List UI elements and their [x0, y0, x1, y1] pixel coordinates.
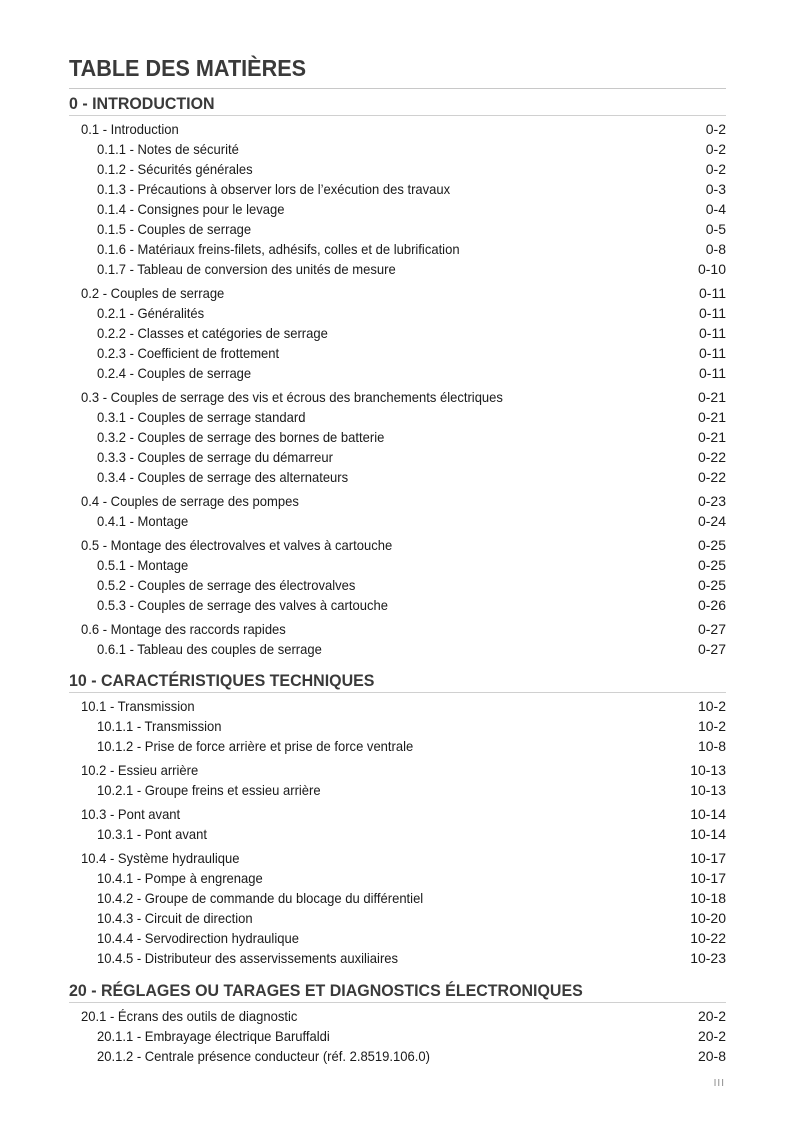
toc-subentry[interactable]	[0, 868, 726, 888]
entry-title: 20.1.2 - Centrale présence conducteur (réf. 2.8519.106.0)	[97, 1048, 430, 1064]
entry-page-ref: 0-4	[705, 201, 726, 217]
toc-subentry[interactable]	[0, 179, 726, 199]
toc-subentry[interactable]	[0, 239, 726, 259]
entry-title: 20.1 - Écrans des outils de diagnostic	[81, 1008, 298, 1024]
entry-page-ref: 0-21	[697, 429, 726, 445]
entry-page-ref: 10-17	[690, 850, 726, 866]
toc-entry[interactable]	[0, 619, 726, 639]
toc-entry[interactable]	[0, 1006, 726, 1026]
entry-title: 10.3.1 - Pont avant	[97, 826, 208, 842]
entry-page-ref: 0-22	[697, 469, 726, 485]
entry-title: 0.6 - Montage des raccords rapides	[81, 621, 286, 637]
entry-title: 0.3.2 - Couples de serrage des bornes de batterie	[97, 429, 385, 445]
entry-page-ref: 0-2	[705, 161, 726, 177]
toc-subentry[interactable]	[0, 888, 726, 908]
entry-page-ref: 10-13	[690, 782, 726, 798]
entry-page-ref: 0-24	[697, 513, 726, 529]
entry-page-ref: 0-11	[699, 325, 726, 341]
toc-subentry[interactable]	[0, 736, 726, 756]
entry-page-ref: 10-2	[697, 698, 726, 714]
entry-title: 10.4.4 - Servodirection hydraulique	[97, 930, 299, 946]
entry-title: 10.4.2 - Groupe de commande du blocage du différentiel	[97, 890, 424, 906]
toc-subentry[interactable]	[0, 199, 726, 219]
entry-page-ref: 20-8	[697, 1048, 726, 1064]
toc-entry[interactable]	[0, 804, 726, 824]
entry-page-ref: 0-25	[697, 537, 726, 553]
title-divider	[69, 88, 726, 89]
entry-page-ref: 0-21	[697, 409, 726, 425]
entry-title: 0.2.4 - Couples de serrage	[97, 365, 252, 381]
entry-page-ref: 0-11	[699, 345, 726, 361]
entry-title: 0.3.1 - Couples de serrage standard	[97, 409, 306, 425]
entry-title: 0.5 - Montage des électrovalves et valves à cartouche	[81, 537, 393, 553]
toc-subentry[interactable]	[0, 1026, 726, 1046]
toc-subentry[interactable]	[0, 259, 726, 279]
entry-title: 0.5.3 - Couples de serrage des valves à cartouche	[97, 597, 388, 613]
entry-page-ref: 10-20	[690, 910, 726, 926]
entry-page-ref: 0-27	[697, 621, 726, 637]
toc-subentry[interactable]	[0, 139, 726, 159]
section-divider	[69, 115, 726, 116]
toc-subentry[interactable]	[0, 219, 726, 239]
entry-page-ref: 0-2	[705, 141, 726, 157]
entry-title: 0.1.1 - Notes de sécurité	[97, 141, 239, 157]
entry-title: 10.3 - Pont avant	[81, 806, 181, 822]
toc-entry[interactable]	[0, 283, 726, 303]
entry-title: 20.1.1 - Embrayage électrique Baruffaldi	[97, 1028, 330, 1044]
entry-page-ref: 0-23	[697, 493, 726, 509]
entry-page-ref: 10-14	[690, 826, 726, 842]
entry-page-ref: 20-2	[697, 1028, 726, 1044]
entry-title: 0.3.3 - Couples de serrage du démarreur	[97, 449, 333, 465]
entry-title: 10.4.1 - Pompe à engrenage	[97, 870, 263, 886]
entry-page-ref: 10-18	[690, 890, 726, 906]
entry-title: 0.2.2 - Classes et catégories de serrage	[97, 325, 328, 341]
toc-subentry[interactable]	[0, 1046, 726, 1066]
entry-page-ref: 0-3	[705, 181, 726, 197]
entry-title: 10.1 - Transmission	[81, 698, 195, 714]
section-heading: 10 - CARACTÉRISTIQUES TECHNIQUES	[69, 671, 375, 690]
entry-title: 0.1.4 - Consignes pour le levage	[97, 201, 285, 217]
entry-title: 0.2.3 - Coefficient de frottement	[97, 345, 280, 361]
entry-title: 0.5.1 - Montage	[97, 557, 189, 573]
entry-page-ref: 0-2	[705, 121, 726, 137]
toc-subentry[interactable]	[0, 595, 726, 615]
section-divider	[69, 1002, 726, 1003]
toc-subentry[interactable]	[0, 159, 726, 179]
entry-title: 0.2.1 - Généralités	[97, 305, 205, 321]
entry-title: 0.1.6 - Matériaux freins-filets, adhésifs, colles et de lubrification	[97, 241, 460, 257]
entry-page-ref: 10-23	[690, 950, 726, 966]
toc-subentry[interactable]	[0, 427, 726, 447]
section-heading: 20 - RÉGLAGES OU TARAGES ET DIAGNOSTICS ÉLECTRONIQUES	[69, 981, 583, 1000]
entry-title: 0.2 - Couples de serrage	[81, 285, 225, 301]
toc-subentry[interactable]	[0, 303, 726, 323]
toc-entry[interactable]	[0, 760, 726, 780]
toc-entry[interactable]	[0, 491, 726, 511]
toc-subentry[interactable]	[0, 343, 726, 363]
entry-title: 0.4.1 - Montage	[97, 513, 189, 529]
section-divider	[69, 692, 726, 693]
entry-title: 0.3 - Couples de serrage des vis et écrous des branchements électriques	[81, 389, 503, 405]
entry-page-ref: 0-25	[697, 577, 726, 593]
entry-title: 10.4 - Système hydraulique	[81, 850, 240, 866]
toc-subentry[interactable]	[0, 447, 726, 467]
entry-title: 0.3.4 - Couples de serrage des alternateurs	[97, 469, 349, 485]
entry-title: 0.5.2 - Couples de serrage des électrovalves	[97, 577, 356, 593]
entry-title: 0.1.2 - Sécurités générales	[97, 161, 253, 177]
toc-subentry[interactable]	[0, 780, 726, 800]
toc-subentry[interactable]	[0, 908, 726, 928]
entry-page-ref: 0-11	[699, 305, 726, 321]
toc-subentry[interactable]	[0, 824, 726, 844]
toc-subentry[interactable]	[0, 928, 726, 948]
entry-page-ref: 10-17	[690, 870, 726, 886]
toc-subentry[interactable]	[0, 575, 726, 595]
toc-subentry[interactable]	[0, 716, 726, 736]
entry-page-ref: 0-8	[705, 241, 726, 257]
page-title: TABLE DES MATIÈRES	[69, 55, 307, 81]
entry-title: 10.2 - Essieu arrière	[81, 762, 199, 778]
entry-page-ref: 0-11	[699, 365, 726, 381]
entry-page-ref: 0-25	[697, 557, 726, 573]
entry-title: 10.2.1 - Groupe freins et essieu arrière	[97, 782, 321, 798]
entry-page-ref: 10-8	[697, 738, 726, 754]
entry-page-ref: 0-27	[697, 641, 726, 657]
toc-subentry[interactable]	[0, 407, 726, 427]
entry-page-ref: 10-13	[690, 762, 726, 778]
page-number: III	[713, 1078, 725, 1089]
entry-page-ref: 0-10	[697, 261, 726, 277]
entry-title: 10.1.2 - Prise de force arrière et prise de force ventrale	[97, 738, 414, 754]
entry-page-ref: 20-2	[697, 1008, 726, 1024]
entry-title: 10.4.5 - Distributeur des asservissements auxiliaires	[97, 950, 399, 966]
toc-entry[interactable]	[0, 696, 726, 716]
toc-subentry[interactable]	[0, 639, 726, 659]
entry-page-ref: 10-2	[697, 718, 726, 734]
entry-page-ref: 10-22	[690, 930, 726, 946]
toc-subentry[interactable]	[0, 363, 726, 383]
entry-title: 0.6.1 - Tableau des couples de serrage	[97, 641, 322, 657]
toc-subentry[interactable]	[0, 555, 726, 575]
toc-subentry[interactable]	[0, 511, 726, 531]
entry-page-ref: 0-22	[697, 449, 726, 465]
entry-title: 0.1 - Introduction	[81, 121, 179, 137]
entry-title: 0.4 - Couples de serrage des pompes	[81, 493, 299, 509]
entry-page-ref: 10-14	[690, 806, 726, 822]
entry-title: 10.4.3 - Circuit de direction	[97, 910, 253, 926]
toc-subentry[interactable]	[0, 323, 726, 343]
entry-page-ref: 0-11	[699, 285, 726, 301]
toc-subentry[interactable]	[0, 467, 726, 487]
entry-title: 0.1.5 - Couples de serrage	[97, 221, 252, 237]
section-heading: 0 - INTRODUCTION	[69, 94, 215, 113]
entry-page-ref: 0-26	[697, 597, 726, 613]
toc-entry[interactable]	[0, 535, 726, 555]
entry-title: 0.1.7 - Tableau de conversion des unités de mesure	[97, 261, 396, 277]
entry-title: 0.1.3 - Précautions à observer lors de l’exécution des travaux	[97, 181, 451, 197]
toc-entry[interactable]	[0, 119, 726, 139]
entry-page-ref: 0-21	[697, 389, 726, 405]
toc-entry[interactable]	[0, 387, 726, 407]
toc-subentry[interactable]	[0, 948, 726, 968]
entry-title: 10.1.1 - Transmission	[97, 718, 222, 734]
entry-page-ref: 0-5	[705, 221, 726, 237]
toc-entry[interactable]	[0, 848, 726, 868]
